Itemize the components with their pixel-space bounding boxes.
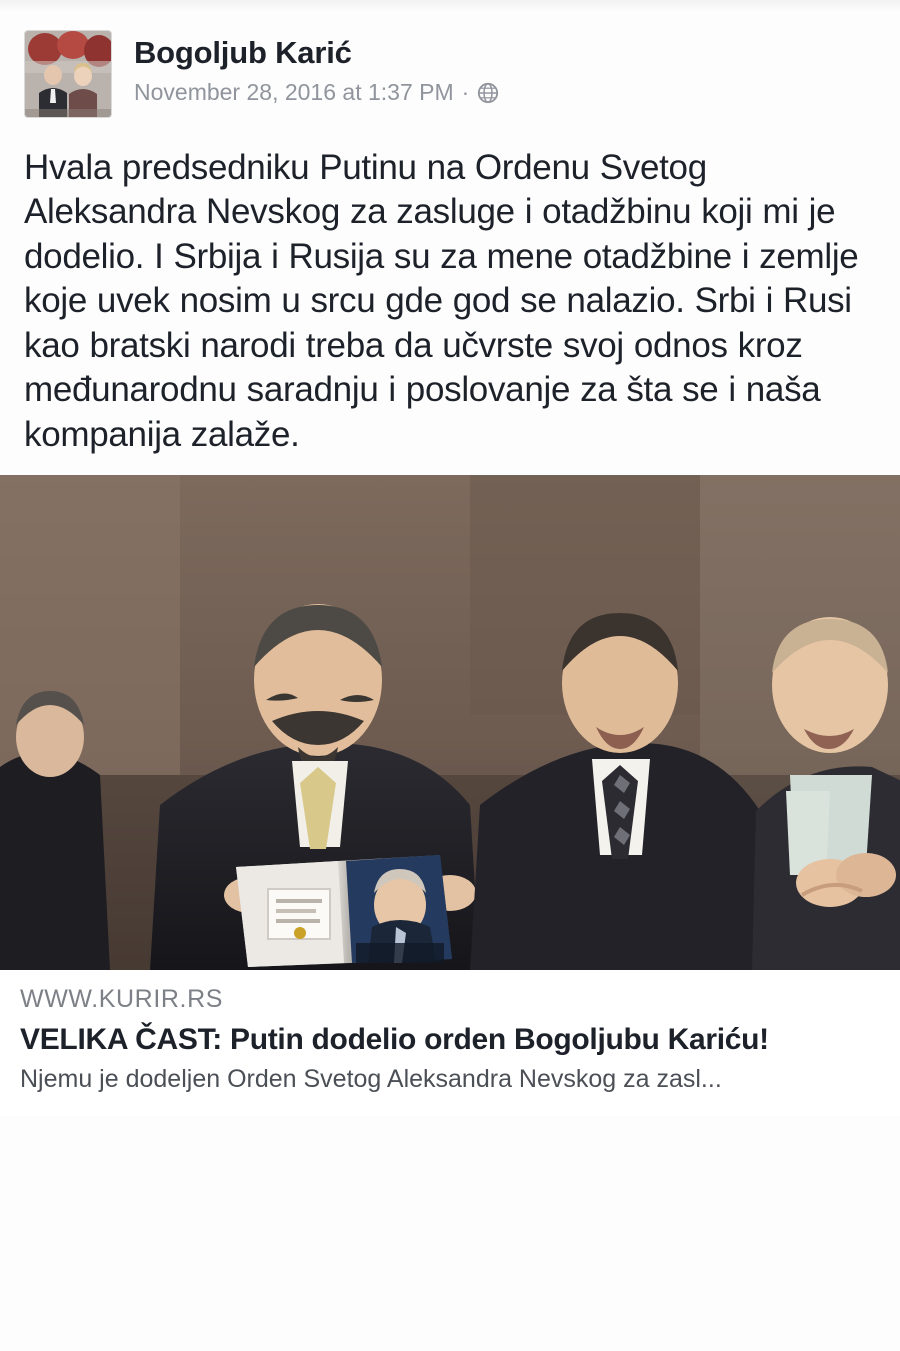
post-timestamp[interactable]: November 28, 2016 at 1:37 PM — [134, 79, 454, 106]
post-meta — [134, 79, 499, 106]
globe-icon[interactable] — [477, 82, 499, 104]
attachment-info[interactable] — [0, 970, 900, 1116]
attachment-image[interactable] — [0, 475, 900, 970]
link-attachment[interactable] — [0, 475, 900, 1116]
attachment-title[interactable]: VELIKA ČAST: Putin dodelio orden Bogoljubu Kariću! — [20, 1023, 769, 1057]
attachment-domain: WWW.KURIR.RS — [20, 985, 224, 1014]
post-header-text — [112, 30, 499, 106]
avatar[interactable] — [24, 30, 112, 118]
author-name[interactable]: Bogoljub Karić — [134, 35, 352, 70]
post-message: Hvala predsedniku Putinu na Ordenu Svetog Aleksandra Nevskog za zasluge i otadžbinu koji mi je dodelio. I Srbija i Rusija su za mene otadžbine i zemlje koje uvek nosim u srcu gde god se nalazio. Srbi i Rusi kao bratski narodi treba da učvrste svoj odnos kroz međunarodnu saradnju i poslovanje za šta se i naša kompanija zalaže. — [24, 148, 859, 454]
meta-separator: · — [461, 79, 470, 106]
attachment-description: Njemu je dodeljen Orden Svetog Aleksandra Nevskog za zasl... — [20, 1065, 722, 1094]
post-header — [0, 0, 900, 124]
